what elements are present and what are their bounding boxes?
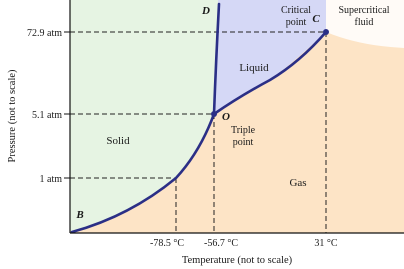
x-axis-title: Temperature (not to scale): [181, 255, 293, 266]
pressure-tick-72-9: 72.9 atm: [27, 28, 62, 39]
temperature-tick-minus-56-7: -56.7 °C: [204, 238, 238, 249]
critical-point-label-line2: point: [285, 17, 307, 28]
gas-label: Gas: [289, 177, 307, 189]
triple-point-label-line1: Triple: [230, 125, 256, 136]
y-axis-title: Pressure (not to scale): [7, 69, 18, 163]
point-d-letter: D: [202, 5, 210, 17]
supercritical-label-line1: Supercritical: [338, 5, 390, 16]
triple-point-letter: O: [222, 111, 230, 123]
pressure-tick-1: 1 atm: [39, 174, 62, 185]
temperature-tick-minus-78-5: -78.5 °C: [150, 238, 184, 249]
point-b-letter: B: [76, 209, 84, 221]
triple-point-label-line2: point: [232, 137, 254, 148]
temperature-tick-31: 31 °C: [314, 238, 338, 249]
critical-point-marker: [323, 29, 329, 35]
pressure-tick-5-1: 5.1 atm: [32, 110, 62, 121]
liquid-label: Liquid: [239, 62, 269, 74]
critical-point-letter: C: [312, 13, 320, 25]
critical-point-label-line1: Critical: [281, 5, 311, 16]
solid-label: Solid: [106, 135, 130, 147]
triple-point-marker: [211, 111, 217, 117]
supercritical-label-line2: fluid: [354, 17, 374, 28]
